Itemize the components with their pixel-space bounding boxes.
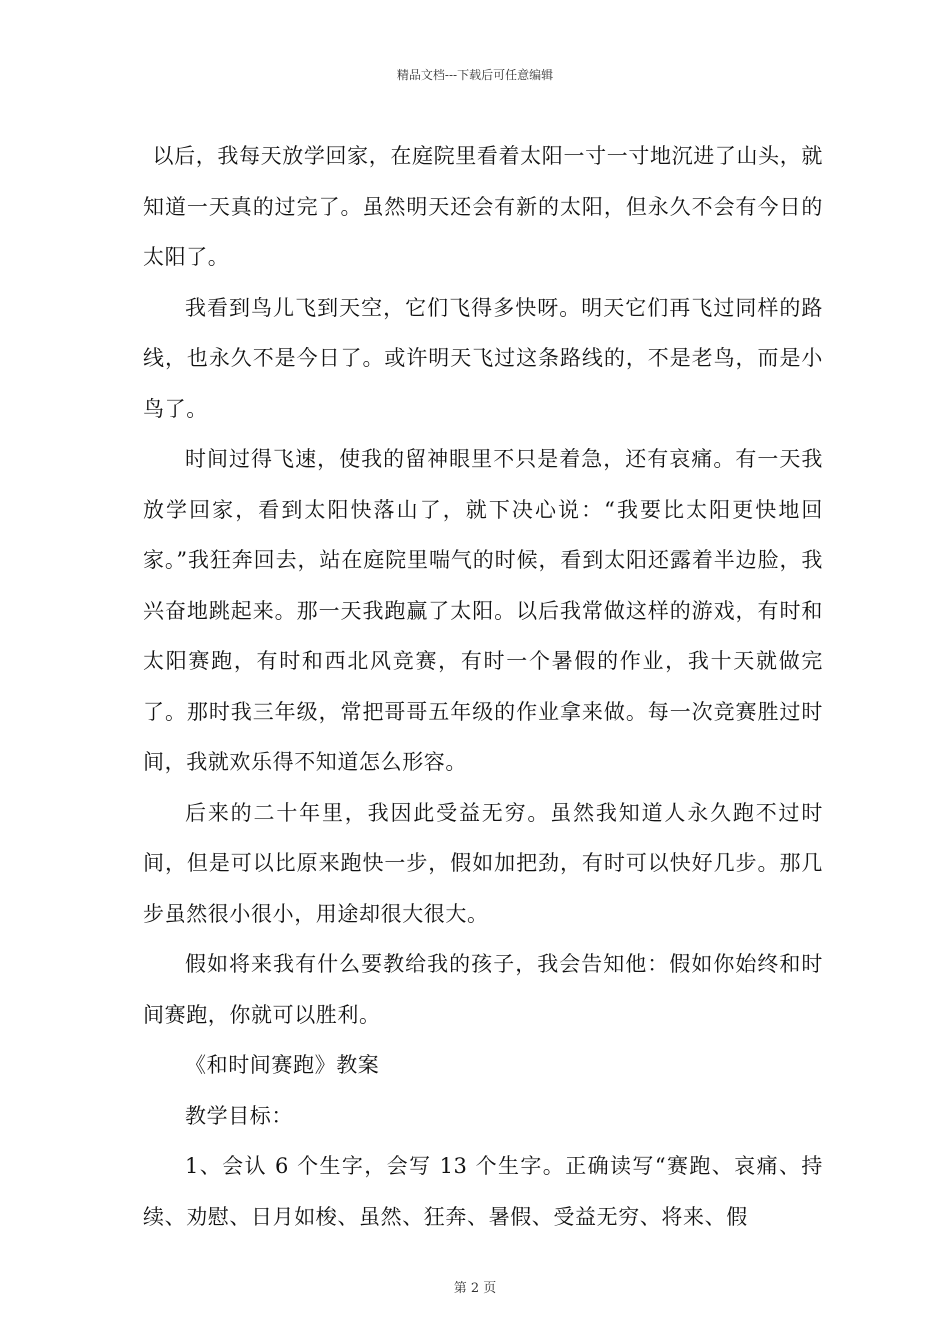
paragraph-2: 我看到鸟儿飞到天空，它们飞得多快呀。明天它们再飞过同样的路线，也永久不是今日了。或许明天飞过这条路线的，不是老鸟，而是小鸟了。 — [143, 295, 823, 421]
teaching-goals-heading: 教学目标： — [185, 1103, 293, 1128]
page-number: 第 2 页 — [453, 1281, 497, 1296]
paragraph-3: 时间过得飞速，使我的留神眼里不只是着急，还有哀痛。有一天我放学回家，看到太阳快落山了，就下决心说：“我要比太阳更快地回家。”我狂奔回去，站在庭院里喘气的时候，看到太阳还露着半边脸，我兴奋地跳起来。那一天我跑赢了太阳。以后我常做这样的游戏，有时和太阳赛跑，有时和西北风竞赛，有时一个暑假的作业，我十天就做完了。那时我三年级，常把哥哥五年级的作业拿来做。每一次竞赛胜过时间，我就欢乐得不知道怎么形容。 — [143, 447, 823, 774]
document-body — [143, 131, 823, 1242]
page-header: 精品文档---下载后可任意编辑 — [396, 68, 554, 82]
lesson-plan-title: 《和时间赛跑》教案 — [185, 1053, 380, 1077]
paragraph-5: 假如将来我有什么要教给我的孩子，我会告知他：假如你始终和时间赛跑，你就可以胜利。 — [143, 952, 823, 1027]
paragraph-1: 以后，我每天放学回家，在庭院里看着太阳一寸一寸地沉进了山头，就知道一天真的过完了。虽然明天还会有新的太阳，但永久不会有今日的太阳了。 — [143, 144, 823, 269]
paragraph-4: 后来的二十年里，我因此受益无穷。虽然我知道人永久跑不过时间，但是可以比原来跑快一步，假如加把劲，有时可以快好几步。那几步虽然很小很小，用途却很大很大。 — [143, 800, 823, 926]
teaching-goal-1: 1、会认 6 个生字，会写 13 个生字。正确读写“赛跑、哀痛、持续、劝慰、日月如梭、虽然、狂奔、暑假、受益无穷、将来、假 — [143, 1154, 823, 1229]
